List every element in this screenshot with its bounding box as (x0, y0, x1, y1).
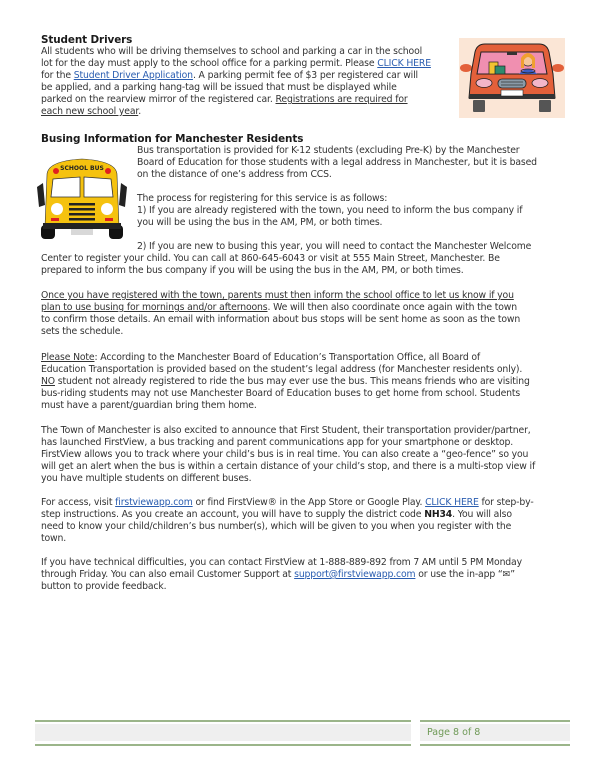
school-bus-icon (33, 157, 131, 242)
text-line: If you have technical difficulties, you can contact FirstView at 1-888-889-892 from 7 AM until 5 PM Monday (41, 557, 522, 568)
text-line: sets the schedule. (41, 326, 124, 337)
text-line: will get an alert when the bus is within a certain distance of your child’s stop, and there is a multi-stop view if (41, 461, 536, 472)
text-span: plan to use busing for mornings and/or afternoons (41, 302, 268, 313)
text-line: has launched FirstView, a bus tracking and parent communications app for your smartphone or desktop. (41, 437, 514, 448)
registration-process-paragraph (137, 193, 522, 229)
support-paragraph (41, 557, 522, 593)
firstview-paragraph (41, 425, 535, 485)
text-line: bus-riding students may not use Manchester Board of Education buses to get home from school. Students (41, 388, 521, 399)
student-driver-application-link[interactable]: Student Driver Application (73, 70, 193, 81)
student-drivers-heading: Student Drivers (41, 34, 133, 46)
text-line: be applied, and a parking hang-tag will be issued that must be displayed while (41, 82, 397, 93)
click-here-instructions-link[interactable]: CLICK HERE (425, 497, 479, 508)
text-span: through Friday. You can also email Customer Support at (41, 569, 295, 580)
footer-divider (420, 720, 570, 722)
footer-divider (35, 744, 411, 746)
text-span: For access, visit (41, 497, 116, 508)
registration-notice: each new school year (41, 106, 139, 117)
bus-sign-text: SCHOOL BUS (60, 165, 104, 172)
text-line: The Town of Manchester is also excited to announce that First Student, their transportation provider/partner, (41, 425, 531, 436)
text-span: : According to the Manchester Board of Education’s Transportation Office, all Board of (94, 352, 481, 363)
footer-left-band (35, 724, 411, 741)
click-here-link[interactable]: CLICK HERE (377, 58, 431, 69)
text-line: Once you have registered with the town, parents must then inform the school office to let us know if you (41, 290, 514, 301)
text-line: 2) If you are new to busing this year, you will need to contact the Manchester Welcome (137, 241, 532, 252)
new-busing-paragraph (41, 241, 581, 277)
text-span: for the (41, 70, 74, 81)
please-note-paragraph (41, 352, 530, 412)
text-span: . We will then also coordinate once again with the town (267, 302, 518, 313)
text-line: FirstView allows you to track where your child’s bus is in real time. You can also create a “geo-fence” so you (41, 449, 529, 460)
text-span: for step-by- (478, 497, 534, 508)
text-line: on the distance of one’s address from CCS. (137, 169, 332, 180)
text-span: . A parking permit fee of $3 per registered car will (192, 70, 418, 81)
text-line: must have a parent/guardian bring them home. (41, 400, 257, 411)
busing-intro-paragraph (137, 145, 537, 181)
text-span: or find FirstView® in the App Store or Google Play. (192, 497, 426, 508)
text-line: you will be using the bus in the AM, PM, or both times. (137, 217, 383, 228)
text-span: or use the in-app “✉” (415, 569, 515, 580)
text-line: Bus transportation is provided for K-12 students (excluding Pre-K) by the Manchester (137, 145, 520, 156)
text-line: prepared to inform the bus company if you will be using the bus in the AM, PM, or both times. (41, 265, 464, 276)
district-code: NH34 (424, 509, 453, 520)
please-note-label: Please Note (41, 352, 95, 363)
text-span: student not already registered to ride the bus may ever use the bus. This means friends who are visiting (54, 376, 530, 387)
text-line: The process for registering for this service is as follows: (137, 193, 388, 204)
text-line: button to provide feedback. (41, 581, 167, 592)
text-span: parked on the rearview mirror of the registered car. (41, 94, 276, 105)
footer-divider (420, 744, 570, 746)
school-bus-illustration (33, 157, 131, 242)
text-line: to confirm those details. An email with information about bus stops will be sent home as soon as the town (41, 314, 521, 325)
text-line: Center to register your child. You can call at 860-645-6043 or visit at 555 Main Street, Manchester. Be (41, 253, 500, 264)
footer-divider (35, 720, 411, 722)
text-line: need to know your child/children’s bus number(s), which will be given to you when you register with the (41, 521, 512, 532)
text-span: . (138, 106, 142, 117)
car-icon (459, 38, 565, 118)
access-paragraph (41, 497, 534, 545)
car-driver-illustration (459, 38, 565, 118)
text-line: 1) If you are already registered with the town, you need to inform the bus company if (137, 205, 523, 216)
text-span: step instructions. As you create an account, you will have to supply the district code (41, 509, 425, 520)
text-line: Board of Education for those students with a legal address in Manchester, but it is based (137, 157, 537, 168)
text-line: All students who will be driving themselves to school and parking a car in the school (41, 46, 423, 57)
text-line: town. (41, 533, 67, 544)
text-span: lot for the day must apply to the school office for a parking permit. Please (41, 58, 378, 69)
support-email-link[interactable]: support@firstviewapp.com (294, 569, 416, 580)
once-registered-paragraph (41, 290, 520, 338)
student-drivers-paragraph (41, 46, 441, 118)
registration-notice: Registrations are required for (275, 94, 408, 105)
text-span: . You will also (452, 509, 512, 520)
text-line: Education Transportation is provided based on the student’s legal address (for Manchester residents only). (41, 364, 523, 375)
text-line: you have multiple students on different buses. (41, 473, 252, 484)
no-emphasis: NO (41, 376, 55, 387)
busing-heading: Busing Information for Manchester Residents (41, 133, 304, 145)
page-number: Page 8 of 8 (427, 727, 481, 738)
firstviewapp-link[interactable]: firstviewapp.com (115, 497, 193, 508)
